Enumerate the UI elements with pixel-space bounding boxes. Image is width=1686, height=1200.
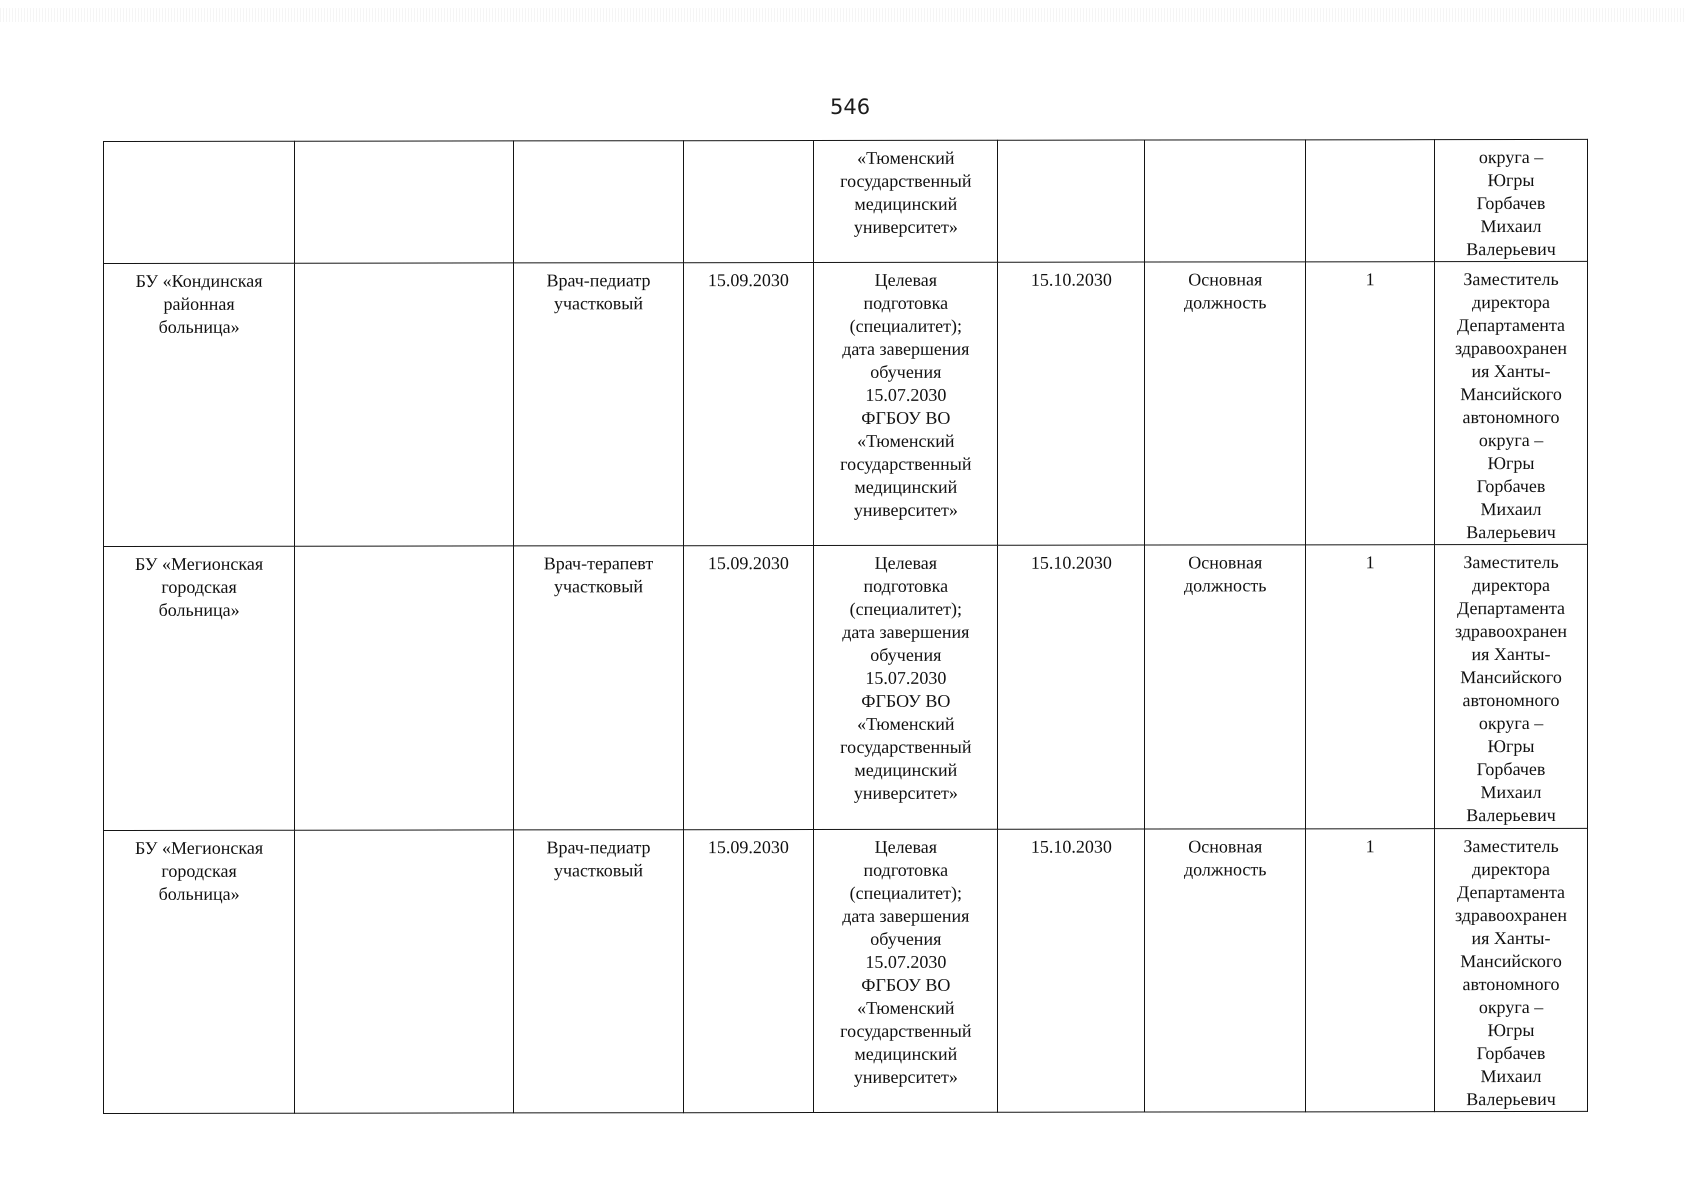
- responsible-cell: Заместитель директора Департамента здравоохранен ия Ханты- Мансийского автономного округа – Югры Горбачев Михаил Валерьевич: [1435, 261, 1588, 544]
- empty-cell: [295, 141, 514, 263]
- organization-cell: БУ «Кондинская районная больница»: [104, 263, 295, 546]
- organization-cell: БУ «Мегионская городская больница»: [104, 546, 295, 830]
- table-row: [104, 828, 1588, 1113]
- position-type-cell: Основная должность: [1145, 262, 1306, 545]
- training-cell: Целевая подготовка (специалитет); дата завершения обучения 15.07.2030 ФГБОУ ВО «Тюменский государственный медицинский университет»: [814, 545, 998, 829]
- responsible-cell: округа – Югры Горбачев Михаил Валерьевич: [1435, 139, 1588, 261]
- count-cell: 1: [1306, 545, 1435, 829]
- position-cell: Врач-педиатр участковый: [514, 830, 683, 1113]
- responsible-cell: Заместитель директора Департамента здравоохранен ия Ханты- Мансийского автономного округа – Югры Горбачев Михаил Валерьевич: [1435, 828, 1588, 1111]
- table-row: [104, 139, 1588, 263]
- position-cell: [514, 141, 683, 263]
- start-date-cell: [683, 141, 814, 263]
- position-cell: Врач-терапевт участковый: [514, 546, 683, 830]
- count-cell: 1: [1306, 262, 1435, 545]
- page-number: 546: [830, 95, 871, 119]
- scan-edge: [0, 8, 1686, 22]
- responsible-cell: Заместитель директора Департамента здравоохранен ия Ханты- Мансийского автономного округа – Югры Горбачев Михаил Валерьевич: [1435, 544, 1588, 828]
- end-date-cell: [998, 140, 1145, 262]
- start-date-cell: 15.09.2030: [683, 263, 814, 546]
- training-cell: Целевая подготовка (специалитет); дата завершения обучения 15.07.2030 ФГБОУ ВО «Тюменский государственный медицинский университет»: [814, 262, 998, 545]
- end-date-cell: 15.10.2030: [998, 262, 1145, 545]
- empty-cell: [295, 546, 514, 830]
- start-date-cell: 15.09.2030: [683, 830, 814, 1113]
- organization-cell: [104, 141, 295, 263]
- empty-cell: [295, 830, 514, 1113]
- count-cell: 1: [1306, 829, 1435, 1112]
- start-date-cell: 15.09.2030: [683, 546, 814, 830]
- count-cell: [1306, 140, 1435, 262]
- position-type-cell: Основная должность: [1145, 545, 1306, 829]
- end-date-cell: 15.10.2030: [998, 829, 1145, 1112]
- position-type-cell: [1145, 140, 1306, 262]
- training-cell: Целевая подготовка (специалитет); дата завершения обучения 15.07.2030 ФГБОУ ВО «Тюменский государственный медицинский университет»: [814, 829, 998, 1112]
- table-row: [104, 544, 1588, 830]
- position-cell: Врач-педиатр участковый: [514, 263, 683, 546]
- empty-cell: [295, 263, 514, 546]
- table-row: [104, 261, 1588, 546]
- vacancy-table: [103, 139, 1588, 1114]
- end-date-cell: 15.10.2030: [998, 545, 1145, 829]
- training-cell: «Тюменский государственный медицинский университет»: [814, 140, 998, 262]
- position-type-cell: Основная должность: [1145, 829, 1306, 1112]
- organization-cell: БУ «Мегионская городская больница»: [104, 830, 295, 1113]
